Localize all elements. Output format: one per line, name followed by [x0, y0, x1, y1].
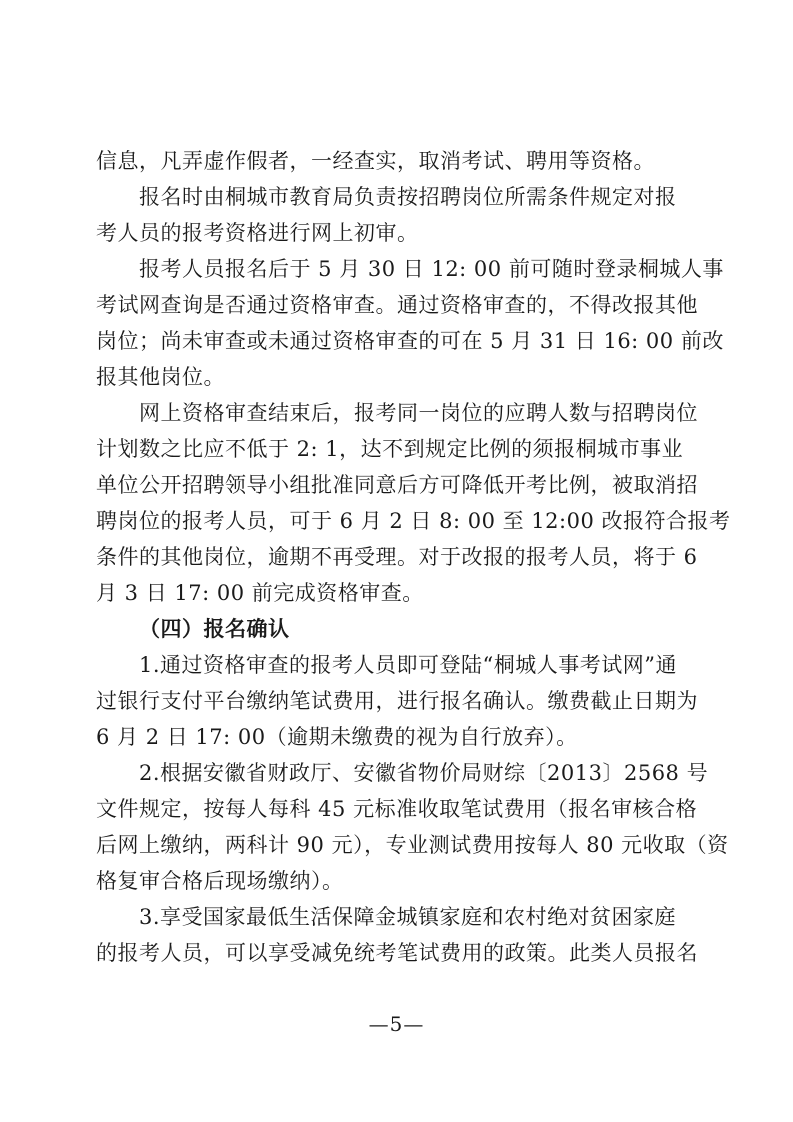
text-line: 报考人员报名后于 5 月 30 日 12: 00 前可随时登录桐城人事	[139, 257, 724, 281]
text-line: 3.享受国家最低生活保障金城镇家庭和农村绝对贫困家庭	[139, 905, 677, 929]
text-line: 的报考人员，可以享受减免统考笔试费用的政策。此类人员报名	[96, 941, 698, 965]
page-number: —5—	[368, 1012, 425, 1036]
text-line: 考试网查询是否通过资格审查。通过资格审查的，不得改报其他	[96, 293, 698, 317]
text-line: 月 3 日 17: 00 前完成资格审查。	[96, 581, 424, 605]
text-line: 聘岗位的报考人员，可于 6 月 2 日 8: 00 至 12:00 改报符合报考	[96, 509, 731, 533]
text-line: 网上资格审查结束后，报考同一岗位的应聘人数与招聘岗位	[139, 401, 698, 425]
text-line: 报名时由桐城市教育局负责按招聘岗位所需条件规定对报	[139, 185, 677, 209]
text-line: 单位公开招聘领导小组批准同意后方可降低开考比例，被取消招	[96, 473, 698, 497]
text-line: 格复审合格后现场缴纳）。	[96, 869, 344, 893]
text-line: 过银行支付平台缴纳笔试费用，进行报名确认。缴费截止日期为	[96, 689, 698, 713]
text-line: 1.通过资格审查的报考人员即可登陆“桐城人事考试网”通	[139, 653, 678, 677]
text-line: 考人员的报考资格进行网上初审。	[96, 221, 419, 245]
text-line: 岗位；尚未审查或未通过资格审查的可在 5 月 31 日 16: 00 前改	[96, 329, 724, 353]
section-heading: （四）报名确认	[139, 616, 290, 641]
text-line: 6 月 2 日 17: 00（逾期未缴费的视为自行放弃）。	[96, 725, 578, 749]
text-line: 报其他岗位。	[96, 365, 225, 389]
text-line: 信息，凡弄虚作假者，一经查实，取消考试、聘用等资格。	[96, 149, 655, 173]
text-line: 2.根据安徽省财政厅、安徽省物价局财综〔2013〕2568 号	[139, 761, 709, 785]
text-line: 后网上缴纳，两科计 90 元），专业测试费用按每人 80 元收取（资	[96, 833, 729, 857]
document-body	[96, 143, 731, 971]
text-line: 计划数之比应不低于 2: 1，达不到规定比例的须报桐城市事业	[96, 437, 684, 461]
text-line: 条件的其他岗位，逾期不再受理。对于改报的报考人员，将于 6	[96, 545, 698, 569]
text-line: 文件规定，按每人每科 45 元标准收取笔试费用（报名审核合格	[96, 797, 698, 821]
